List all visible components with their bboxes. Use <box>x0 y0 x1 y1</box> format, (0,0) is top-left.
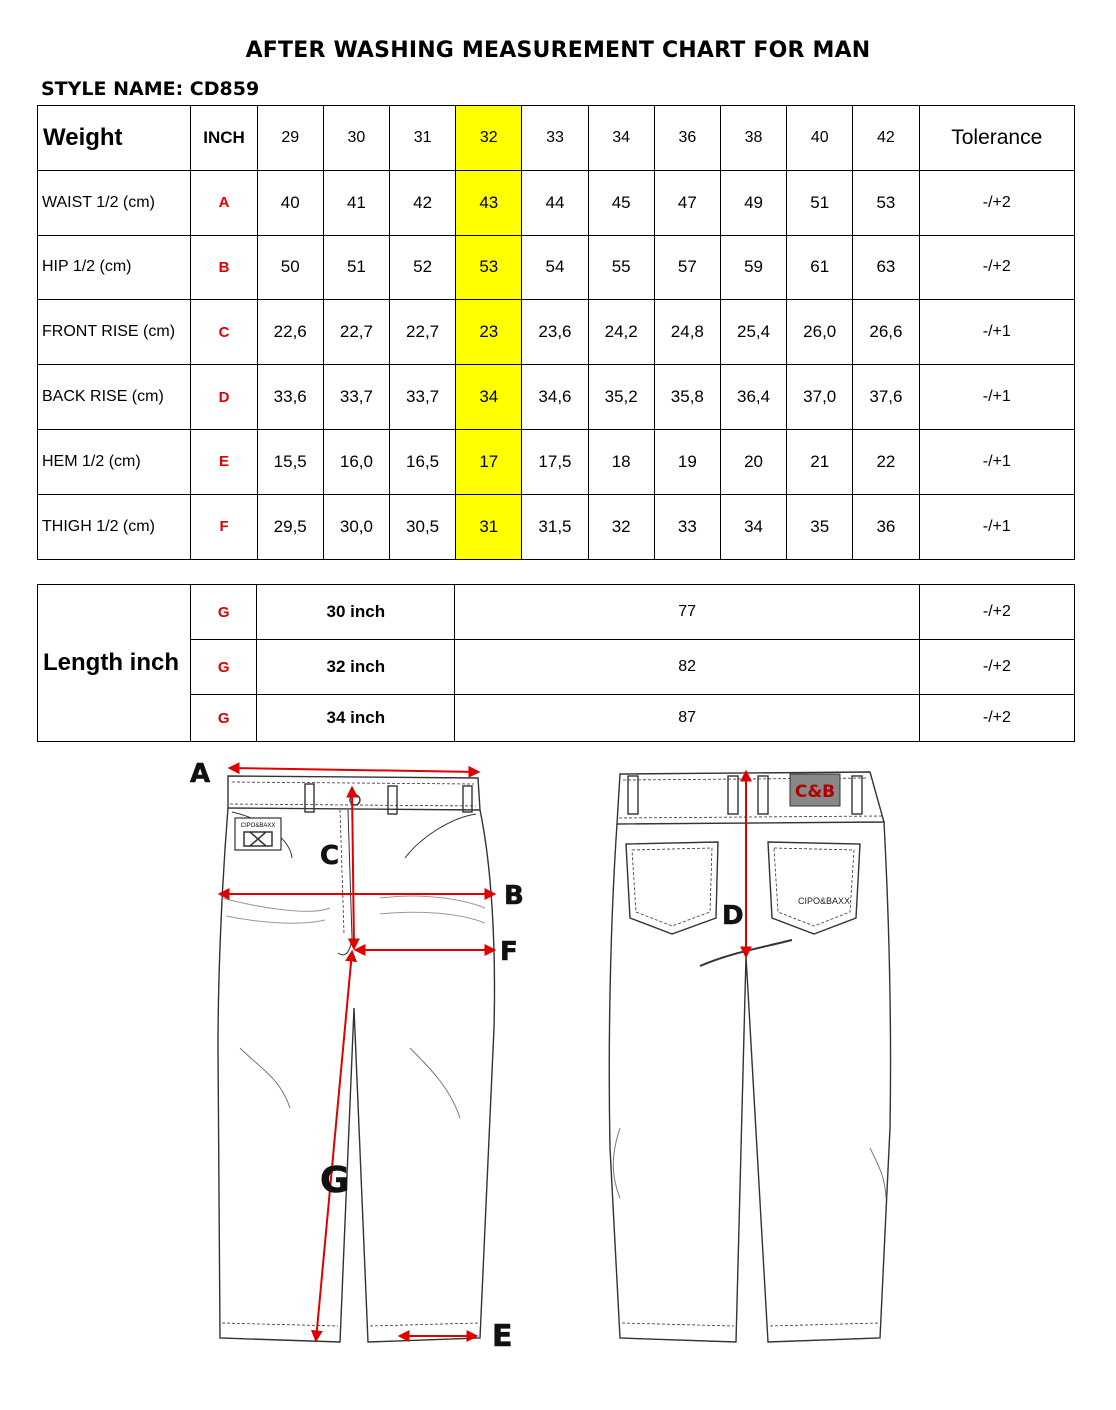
value-cell: 59 <box>720 235 786 300</box>
length-value: 87 <box>455 695 919 742</box>
weight-header: Weight <box>38 106 191 171</box>
length-value: 82 <box>455 640 919 695</box>
value-cell: 34 <box>456 365 522 430</box>
fly-stitch <box>338 810 352 955</box>
value-cell: 31 <box>456 494 522 559</box>
value-cell: 22 <box>853 429 919 494</box>
value-cell: 33,7 <box>323 365 389 430</box>
label-f: F <box>500 937 518 967</box>
front-outline <box>218 808 494 1342</box>
table-header-row <box>38 106 1075 171</box>
size-header: 40 <box>787 106 853 171</box>
value-cell: 37,0 <box>787 365 853 430</box>
measure-code: B <box>191 235 257 300</box>
value-cell: 43 <box>456 170 522 235</box>
size-header: 33 <box>522 106 588 171</box>
value-cell: 30,0 <box>323 494 389 559</box>
measure-code: G <box>191 640 257 695</box>
measure-code: G <box>191 695 257 742</box>
measurement-label: WAIST 1/2 (cm) <box>38 170 191 235</box>
length-value: 77 <box>455 585 919 640</box>
value-cell: 24,8 <box>654 300 720 365</box>
value-cell: 22,7 <box>323 300 389 365</box>
tolerance-cell: -/+2 <box>919 170 1075 235</box>
label-e: E <box>492 1319 513 1354</box>
measure-code: D <box>191 365 257 430</box>
value-cell: 16,5 <box>390 429 456 494</box>
value-cell: 35,2 <box>588 365 654 430</box>
page-title: AFTER WASHING MEASUREMENT CHART FOR MAN <box>245 38 871 63</box>
value-cell: 50 <box>257 235 323 300</box>
value-cell: 36 <box>853 494 919 559</box>
length-size: 34 inch <box>257 695 455 742</box>
belt-loop <box>463 786 472 812</box>
value-cell: 32 <box>588 494 654 559</box>
measurement-label: BACK RISE (cm) <box>38 365 191 430</box>
value-cell: 22,6 <box>257 300 323 365</box>
value-cell: 33,6 <box>257 365 323 430</box>
value-cell: 36,4 <box>720 365 786 430</box>
table-row <box>38 170 1075 235</box>
size-header: 34 <box>588 106 654 171</box>
tolerance-cell: -/+1 <box>919 494 1075 559</box>
value-cell: 53 <box>456 235 522 300</box>
value-cell: 33,7 <box>390 365 456 430</box>
front-logo-text: CIPO&BAXX <box>240 823 276 829</box>
table-row <box>38 300 1075 365</box>
value-cell: 35,8 <box>654 365 720 430</box>
table-row <box>38 494 1075 559</box>
value-cell: 23 <box>456 300 522 365</box>
length-row <box>38 585 1075 640</box>
front-view <box>218 776 494 1342</box>
value-cell: 34,6 <box>522 365 588 430</box>
label-c: C <box>320 841 340 871</box>
value-cell: 34 <box>720 494 786 559</box>
size-header: 42 <box>853 106 919 171</box>
value-cell: 24,2 <box>588 300 654 365</box>
value-cell: 53 <box>853 170 919 235</box>
value-cell: 33 <box>654 494 720 559</box>
measure-line-g <box>316 952 352 1340</box>
value-cell: 35 <box>787 494 853 559</box>
inch-header: INCH <box>191 106 257 171</box>
value-cell: 42 <box>390 170 456 235</box>
belt-loop <box>628 776 638 814</box>
tolerance-cell: -/+2 <box>919 695 1074 742</box>
size-header: 36 <box>654 106 720 171</box>
back-view <box>609 772 890 1342</box>
table-row <box>38 429 1075 494</box>
value-cell: 31,5 <box>522 494 588 559</box>
value-cell: 44 <box>522 170 588 235</box>
value-cell: 30,5 <box>390 494 456 559</box>
value-cell: 26,0 <box>787 300 853 365</box>
table-row <box>38 235 1075 300</box>
value-cell: 55 <box>588 235 654 300</box>
value-cell: 61 <box>787 235 853 300</box>
value-cell: 23,6 <box>522 300 588 365</box>
value-cell: 25,4 <box>720 300 786 365</box>
value-cell: 41 <box>323 170 389 235</box>
length-size: 30 inch <box>257 585 455 640</box>
value-cell: 20 <box>720 429 786 494</box>
measurement-label: FRONT RISE (cm) <box>38 300 191 365</box>
belt-loop <box>305 784 314 812</box>
tolerance-cell: -/+1 <box>919 429 1075 494</box>
measure-code: A <box>191 170 257 235</box>
tolerance-cell: -/+2 <box>919 585 1074 640</box>
size-header: 32 <box>456 106 522 171</box>
size-header: 31 <box>390 106 456 171</box>
back-waistband <box>617 772 884 824</box>
value-cell: 51 <box>323 235 389 300</box>
belt-loop <box>728 776 738 814</box>
value-cell: 26,6 <box>853 300 919 365</box>
length-size: 32 inch <box>257 640 455 695</box>
value-cell: 15,5 <box>257 429 323 494</box>
style-name: STYLE NAME: CD859 <box>41 78 260 100</box>
value-cell: 17 <box>456 429 522 494</box>
tolerance-cell: -/+1 <box>919 365 1075 430</box>
value-cell: 19 <box>654 429 720 494</box>
value-cell: 18 <box>588 429 654 494</box>
tolerance-header: Tolerance <box>919 106 1075 171</box>
value-cell: 57 <box>654 235 720 300</box>
measurement-label: HIP 1/2 (cm) <box>38 235 191 300</box>
back-pocket-text: CIPO&BAXX <box>797 896 851 906</box>
value-cell: 63 <box>853 235 919 300</box>
value-cell: 16,0 <box>323 429 389 494</box>
length-row <box>38 695 1075 742</box>
label-d: D <box>722 901 744 931</box>
measurement-label: HEM 1/2 (cm) <box>38 429 191 494</box>
jeans-technical-drawing <box>180 748 940 1368</box>
measure-line-a <box>230 768 478 772</box>
label-b: B <box>504 881 524 911</box>
measure-code: C <box>191 300 257 365</box>
belt-loop <box>758 776 768 814</box>
belt-loop <box>852 776 862 814</box>
measure-code: F <box>191 494 257 559</box>
measure-lines <box>220 768 746 1340</box>
value-cell: 17,5 <box>522 429 588 494</box>
length-label: Length inch <box>38 585 191 742</box>
back-pocket-left <box>626 842 718 934</box>
value-cell: 21 <box>787 429 853 494</box>
tolerance-cell: -/+2 <box>919 235 1075 300</box>
value-cell: 49 <box>720 170 786 235</box>
table-row <box>38 365 1075 430</box>
value-cell: 54 <box>522 235 588 300</box>
label-g: G <box>320 1160 350 1201</box>
tolerance-cell: -/+1 <box>919 300 1075 365</box>
value-cell: 45 <box>588 170 654 235</box>
value-cell: 52 <box>390 235 456 300</box>
value-cell: 37,6 <box>853 365 919 430</box>
size-header: 29 <box>257 106 323 171</box>
size-header: 30 <box>323 106 389 171</box>
value-cell: 51 <box>787 170 853 235</box>
value-cell: 40 <box>257 170 323 235</box>
back-pocket-right <box>768 842 860 934</box>
label-a: A <box>190 759 211 789</box>
measure-code: E <box>191 429 257 494</box>
size-header: 38 <box>720 106 786 171</box>
tolerance-cell: -/+2 <box>919 640 1074 695</box>
measure-code: G <box>191 585 257 640</box>
measurement-table <box>37 105 1075 560</box>
value-cell: 47 <box>654 170 720 235</box>
measurement-label: THIGH 1/2 (cm) <box>38 494 191 559</box>
measure-line-c <box>352 788 354 948</box>
back-patch-text: C&B <box>794 782 836 802</box>
value-cell: 29,5 <box>257 494 323 559</box>
value-cell: 22,7 <box>390 300 456 365</box>
length-table <box>37 584 1075 742</box>
length-row <box>38 640 1075 695</box>
